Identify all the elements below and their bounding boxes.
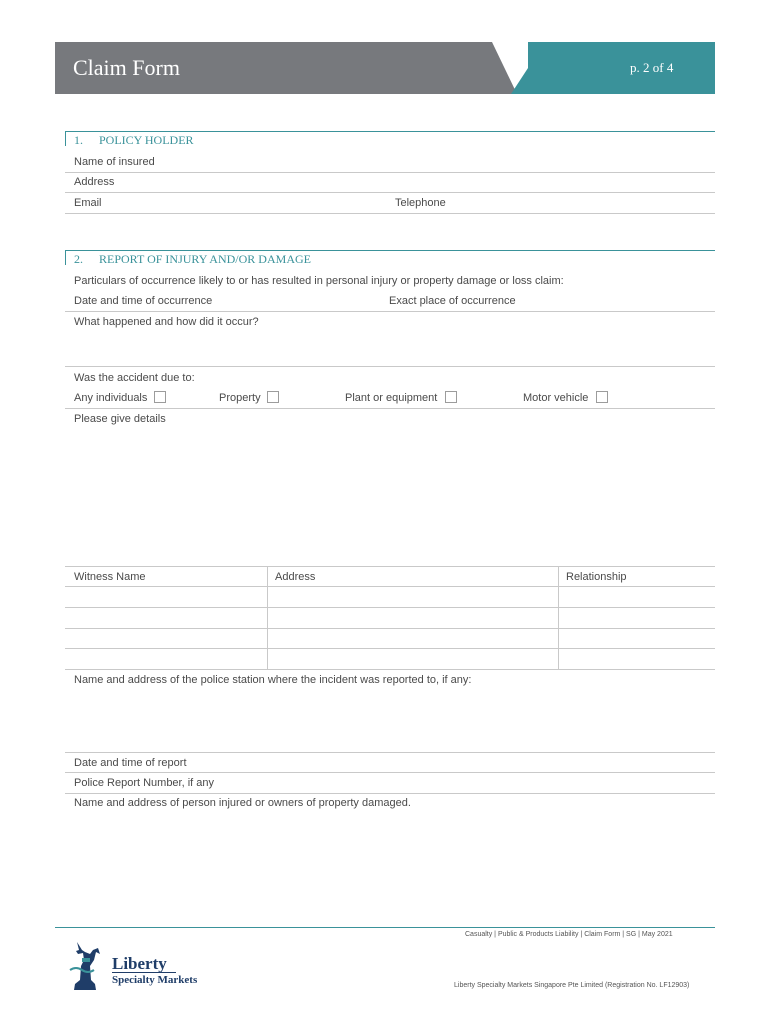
statue-of-liberty-icon (68, 940, 110, 992)
witness-header-rule (65, 586, 715, 587)
logo-liberty: Liberty (112, 954, 167, 973)
header-page-tab (511, 42, 715, 94)
section2-bar (65, 250, 66, 265)
section1-rule (65, 131, 715, 132)
witness-relationship-header: Relationship (566, 571, 627, 583)
details-field[interactable] (65, 566, 715, 567)
person-injured-label: Name and address of person injured or owners of property damaged. (74, 797, 411, 809)
police-station-field[interactable] (65, 752, 715, 753)
address-label: Address (74, 176, 115, 188)
telephone-label: Telephone (395, 197, 446, 209)
section1-bar (65, 131, 66, 146)
witness-address-header: Address (275, 571, 316, 583)
date-time-occurrence-label: Date and time of occurrence (74, 295, 213, 307)
report-number-field[interactable] (65, 793, 715, 794)
particulars-label: Particulars of occurrence likely to or has resulted in personal injury or property damage or loss claim: (74, 275, 564, 287)
what-happened-field[interactable] (65, 366, 715, 367)
place-occurrence-label: Exact place of occurrence (389, 295, 516, 307)
witness-row-4[interactable] (65, 669, 715, 670)
witness-row-3[interactable] (65, 648, 715, 649)
accident-due-label: Was the accident due to: (74, 372, 195, 384)
property-checkbox[interactable] (267, 391, 279, 403)
plant-equipment-checkbox[interactable] (445, 391, 457, 403)
option-property-label: Property (219, 392, 261, 404)
footer-rule (55, 927, 715, 928)
logo-underline (112, 972, 176, 973)
section2-number: 2. (74, 252, 83, 266)
logo-specialty-markets: Specialty Markets (112, 974, 198, 986)
report-date-label: Date and time of report (74, 757, 187, 769)
section2-rule (65, 250, 715, 251)
witness-table-divider-1 (267, 566, 268, 669)
address-field[interactable] (65, 192, 715, 193)
email-label: Email (74, 197, 102, 209)
page-number: p. 2 of 4 (630, 60, 674, 75)
form-title: Claim Form (73, 55, 180, 80)
any-individuals-checkbox[interactable] (154, 391, 166, 403)
option-any-individuals-label: Any individuals (74, 392, 148, 404)
please-give-details-label: Please give details (74, 413, 166, 425)
name-of-insured-field[interactable] (65, 172, 715, 173)
section1-title: POLICY HOLDER (99, 133, 194, 147)
witness-name-header: Witness Name (74, 571, 146, 583)
section1-number: 1. (74, 133, 83, 147)
motor-vehicle-checkbox[interactable] (596, 391, 608, 403)
name-of-insured-label: Name of insured (74, 156, 155, 168)
footer-company: Liberty Specialty Markets Singapore Pte Limited (Registration No. LF12903) (454, 982, 690, 989)
witness-row-2[interactable] (65, 628, 715, 629)
email-telephone-field[interactable] (65, 213, 715, 214)
witness-row-1[interactable] (65, 607, 715, 608)
accident-due-rule (65, 408, 715, 409)
witness-table-divider-2 (558, 566, 559, 669)
police-station-label: Name and address of the police station where the incident was reported to, if any: (74, 674, 472, 686)
option-plant-equipment-label: Plant or equipment (345, 392, 438, 404)
option-motor-vehicle-label: Motor vehicle (523, 392, 589, 404)
footer-doc-ref: Casualty | Public & Products Liability | Claim Form | SG | May 2021 (465, 931, 673, 938)
what-happened-label: What happened and how did it occur? (74, 316, 259, 328)
report-date-field[interactable] (65, 772, 715, 773)
occurrence-field[interactable] (65, 311, 715, 312)
report-number-label: Police Report Number, if any (74, 777, 215, 789)
section2-title: REPORT OF INJURY AND/OR DAMAGE (99, 252, 311, 266)
